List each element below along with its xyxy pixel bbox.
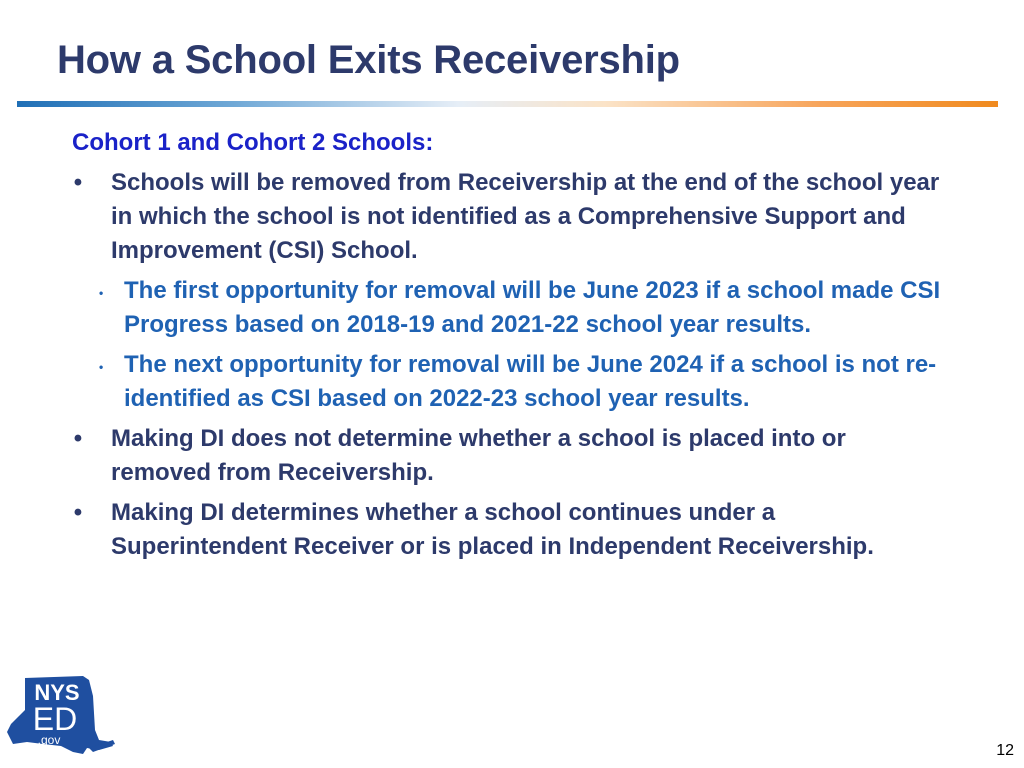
sub-bullet-text: The first opportunity for removal will be June 2023 if a school made CSI Progress based on 2018-19 and 2021-22 school year results. [124, 277, 941, 338]
section-subhead: Cohort 1 and Cohort 2 Schools: [72, 129, 434, 156]
bullet-item [72, 166, 952, 268]
bullet-text: Making DI determines whether a school continues under a Superintendent Receiver or is placed in Independent Receivership. [111, 499, 874, 560]
sub-bullet-item [72, 348, 952, 416]
logo-nys-text: NYS [34, 680, 80, 705]
sub-bullet-item [72, 274, 952, 342]
bullet-item [72, 496, 952, 564]
bullet-item [72, 422, 952, 490]
logo-ed-text: ED [32, 701, 78, 737]
bullet-marker: • [73, 169, 83, 196]
slide-body [72, 126, 952, 564]
bullet-text: Schools will be removed from Receivership at the end of the school year in which the school is not identified as a Comprehensive Support and Improvement (CSI) School. [111, 169, 940, 264]
sub-bullet-text: The next opportunity for removal will be June 2024 if a school is not re-identified as CSI based on 2022-23 school year results. [124, 351, 937, 412]
sub-bullet-marker: • [99, 360, 104, 374]
title-divider [17, 101, 998, 107]
page-number: 12 [996, 742, 1014, 759]
bullet-marker: • [73, 425, 83, 452]
sub-bullet-marker: • [99, 286, 104, 300]
bullet-text: Making DI does not determine whether a school is placed into or removed from Receivership. [111, 425, 846, 486]
slide-title: How a School Exits Receivership [57, 38, 680, 82]
nysed-logo [3, 670, 115, 758]
bullet-marker: • [73, 499, 83, 526]
logo-gov-text: .gov [37, 733, 61, 747]
